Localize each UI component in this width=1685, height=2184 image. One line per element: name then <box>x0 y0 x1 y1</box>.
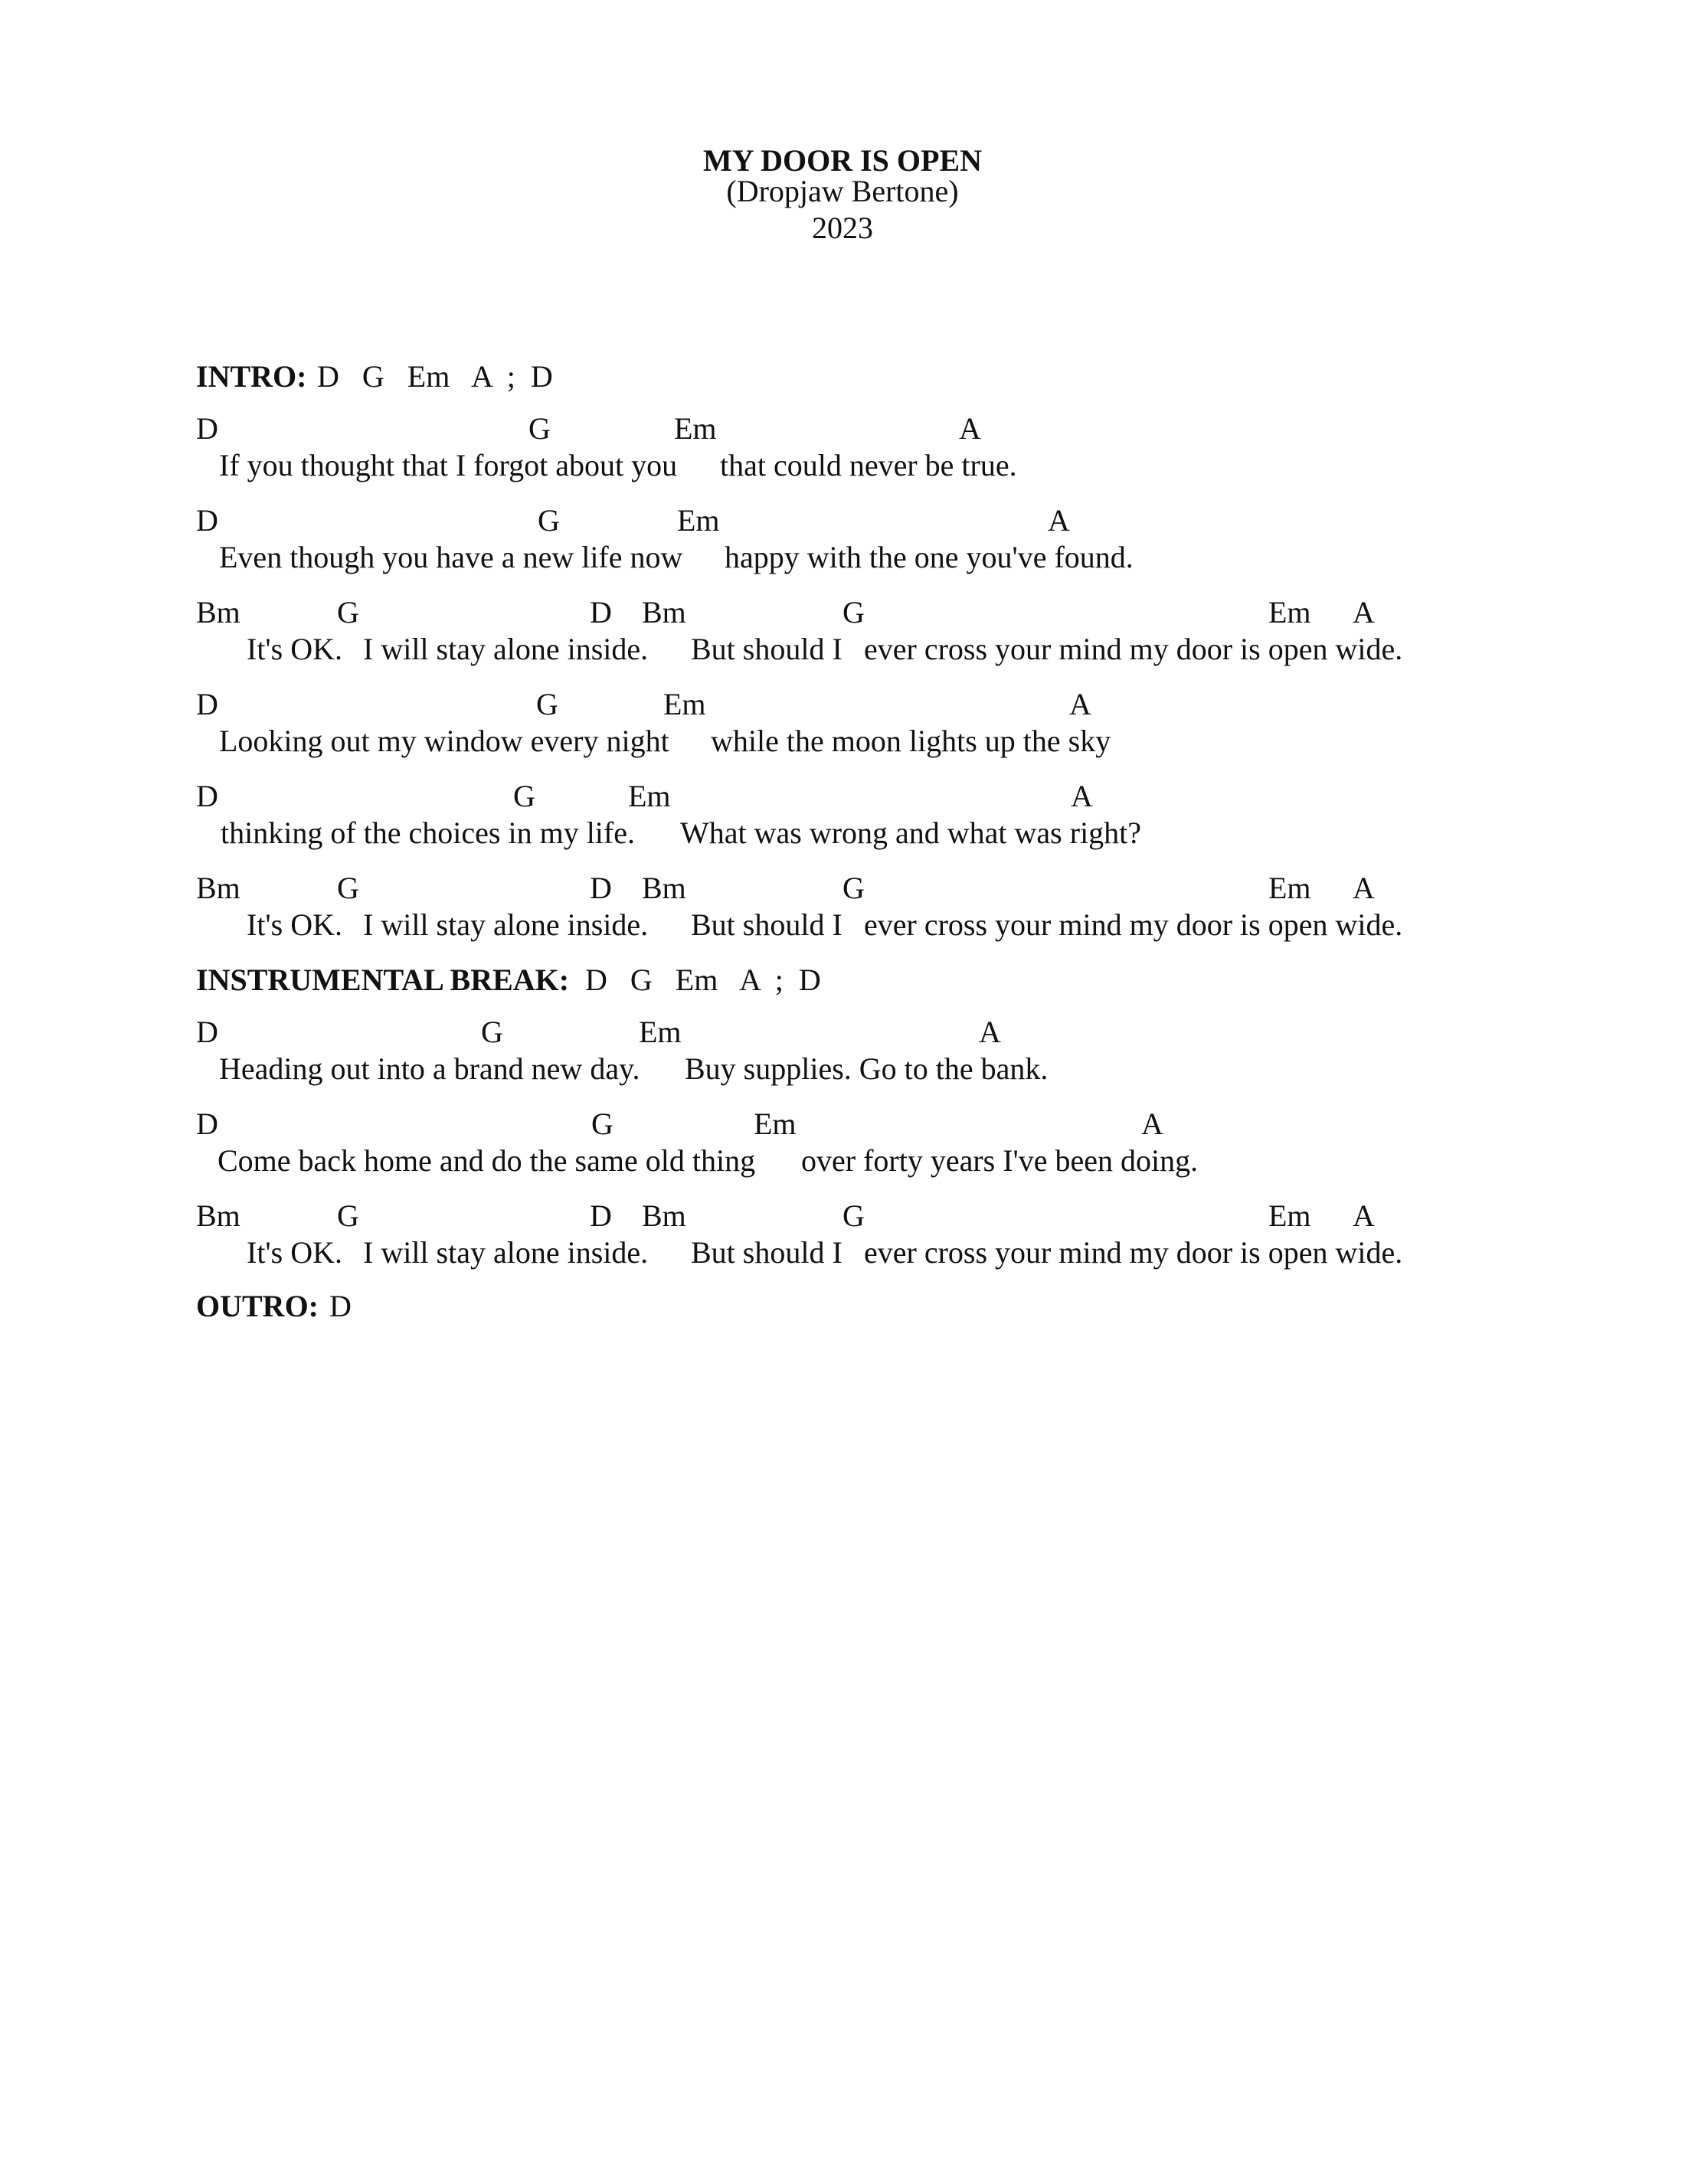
chord-symbol: A <box>1048 503 1070 538</box>
chord-symbol: G <box>591 1107 613 1141</box>
chord-symbol: D <box>196 503 218 538</box>
chord-line <box>0 501 1685 541</box>
chord-symbol: D <box>196 779 218 813</box>
lyric-line <box>0 538 1685 577</box>
lyric-line <box>0 1049 1685 1089</box>
chord-symbol: G <box>538 503 560 538</box>
lyric-phrase: Buy supplies. Go to the bank. <box>685 1051 1049 1086</box>
lyric-phrase: happy with the one you've found. <box>725 540 1134 574</box>
lyric-line <box>0 905 1685 945</box>
chord-symbol: A <box>1353 871 1375 905</box>
lyric-phrase: I will stay alone inside. <box>363 907 649 942</box>
lyric-phrase: What was wrong and what was right? <box>680 816 1142 850</box>
chord-symbol: G <box>481 1015 503 1049</box>
lyric-phrase: I will stay alone inside. <box>363 632 649 666</box>
chord-symbol: Em <box>639 1015 682 1049</box>
song-title: MY DOOR IS OPEN <box>702 143 983 178</box>
lyric-phrase: Even though you have a new life now <box>219 540 683 574</box>
section-chords: D G Em A ; D <box>317 359 553 394</box>
chord-symbol: G <box>528 411 551 446</box>
lyric-phrase: ever cross your mind my door is open wide. <box>864 907 1403 942</box>
chord-symbol: Bm <box>642 871 686 905</box>
section-label: INSTRUMENTAL BREAK: <box>196 963 570 997</box>
chord-symbol: Em <box>1268 871 1311 905</box>
section-header <box>0 960 1685 1000</box>
chord-symbol: D <box>196 411 218 446</box>
chord-symbol: A <box>959 411 981 446</box>
lyric-phrase: while the moon lights up the sky <box>711 724 1111 758</box>
chord-symbol: Em <box>1268 595 1311 629</box>
lyric-phrase: thinking of the choices in my life. <box>221 816 635 850</box>
chord-symbol: Bm <box>196 595 240 629</box>
song-year: 2023 <box>812 211 873 245</box>
chord-symbol: G <box>842 1198 865 1233</box>
chord-symbol: A <box>1353 1198 1375 1233</box>
lyric-phrase: It's OK. <box>247 632 342 666</box>
song-author: (Dropjaw Bertone) <box>726 174 959 208</box>
chord-symbol: G <box>337 595 359 629</box>
chord-line <box>0 1104 1685 1144</box>
chord-symbol: D <box>196 687 218 721</box>
lyric-phrase: But should I <box>691 1235 842 1270</box>
chord-symbol: G <box>842 871 865 905</box>
lyric-phrase: If you thought that I forgot about you <box>219 448 678 482</box>
lyric-phrase: ever cross your mind my door is open wide. <box>864 1235 1403 1270</box>
section-label: OUTRO: <box>196 1289 319 1323</box>
chord-symbol: D <box>196 1107 218 1141</box>
section-header <box>0 1287 1685 1326</box>
chord-line <box>0 1012 1685 1052</box>
chord-symbol: Em <box>754 1107 797 1141</box>
chord-symbol: A <box>1141 1107 1163 1141</box>
chord-symbol: A <box>1353 595 1375 629</box>
chord-symbol: G <box>842 595 865 629</box>
chord-line <box>0 685 1685 724</box>
lyric-phrase: Come back home and do the same old thing <box>218 1143 756 1178</box>
chord-symbol: G <box>513 779 535 813</box>
lyric-phrase: that could never be true. <box>720 448 1017 482</box>
chord-symbol: Bm <box>196 871 240 905</box>
lyric-phrase: I will stay alone inside. <box>363 1235 649 1270</box>
chord-symbol: G <box>337 871 359 905</box>
chord-line <box>0 593 1685 633</box>
lyric-phrase: It's OK. <box>247 907 342 942</box>
lyric-line <box>0 813 1685 853</box>
lyric-line <box>0 1141 1685 1181</box>
lyric-line <box>0 629 1685 669</box>
chord-symbol: Em <box>677 503 720 538</box>
lyric-line <box>0 1233 1685 1273</box>
lyric-line <box>0 446 1685 486</box>
chord-symbol: Em <box>674 411 717 446</box>
chord-line <box>0 409 1685 449</box>
section-chords: D G Em A ; D <box>585 963 821 997</box>
chord-symbol: D <box>590 871 612 905</box>
section-label: INTRO: <box>196 359 307 394</box>
chord-symbol: Em <box>1268 1198 1311 1233</box>
chord-symbol: A <box>1071 779 1093 813</box>
lyric-phrase: over forty years I've been doing. <box>801 1143 1199 1178</box>
chord-symbol: Em <box>663 687 706 721</box>
lyric-phrase: Looking out my window every night <box>219 724 669 758</box>
chord-symbol: A <box>1069 687 1091 721</box>
chord-symbol: Bm <box>642 1198 686 1233</box>
chord-line <box>0 868 1685 908</box>
lyric-phrase: It's OK. <box>247 1235 342 1270</box>
chord-symbol: D <box>590 1198 612 1233</box>
chord-symbol: Em <box>628 779 671 813</box>
chord-symbol: A <box>979 1015 1001 1049</box>
section-chords: D <box>329 1289 352 1323</box>
chord-symbol: Bm <box>642 595 686 629</box>
chord-symbol: Bm <box>196 1198 240 1233</box>
lyric-phrase: ever cross your mind my door is open wide. <box>864 632 1403 666</box>
lyric-phrase: But should I <box>691 632 842 666</box>
chord-symbol: D <box>196 1015 218 1049</box>
lyric-phrase: Heading out into a brand new day. <box>219 1051 640 1086</box>
chord-symbol: G <box>337 1198 359 1233</box>
chord-line <box>0 1196 1685 1236</box>
lyric-phrase: But should I <box>691 907 842 942</box>
lyric-line <box>0 721 1685 761</box>
section-header <box>0 357 1685 397</box>
chord-symbol: D <box>590 595 612 629</box>
chord-symbol: G <box>536 687 558 721</box>
chord-line <box>0 776 1685 816</box>
